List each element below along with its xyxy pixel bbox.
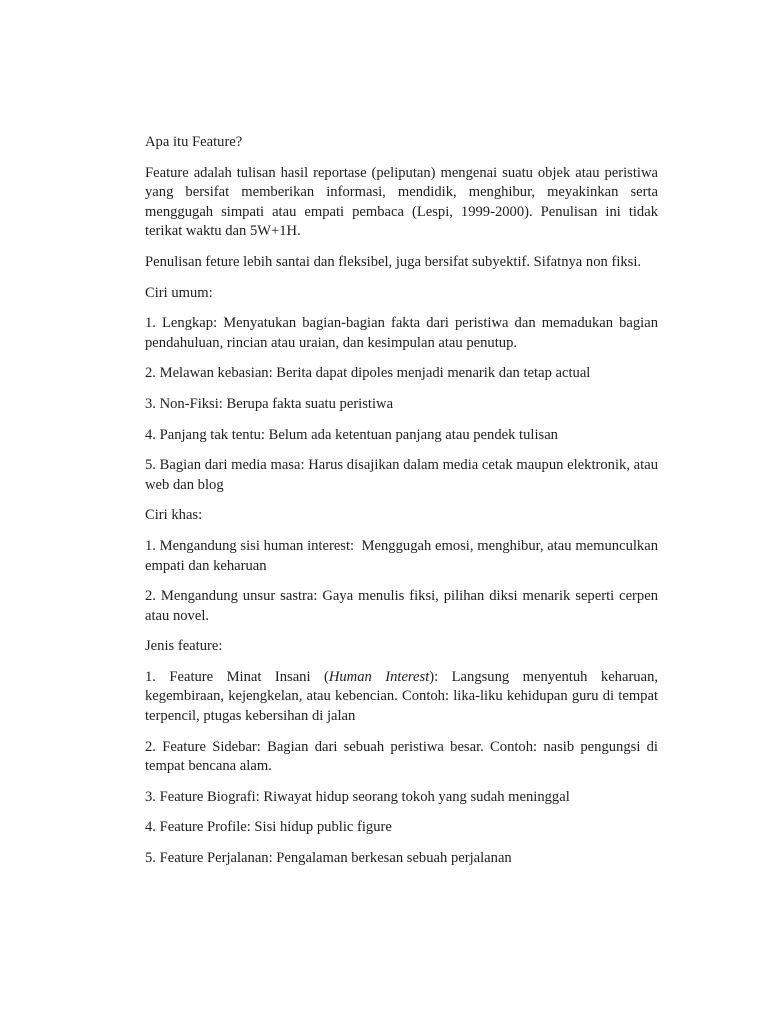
ciri-umum-item: 3. Non-Fiksi: Berupa fakta suatu peristiwa — [145, 395, 394, 412]
jenis-feature-item-italic: Human Interest — [328, 668, 430, 685]
jenis-feature-item: 2. Feature Sidebar: Bagian dari sebuah peristiwa besar. Contoh: nasib pengungsi di tempat bencana alam. — [145, 738, 658, 775]
ciri-umum-item: 2. Melawan kebasian: Berita dapat dipoles menjadi menarik dan tetap actual — [145, 365, 591, 382]
ciri-umum-item: 1. Lengkap: Menyatukan bagian-bagian fakta dari peristiwa dan memadukan bagian pendahuluan, rincian atau uraian, dan kesimpulan atau penutup. — [145, 315, 658, 351]
jenis-feature-heading: Jenis feature: — [145, 638, 223, 655]
document-page — [145, 133, 662, 880]
ciri-umum-heading: Ciri umum: — [145, 284, 213, 301]
intro-paragraph: Feature adalah tulisan hasil reportase (peliputan) mengenai suatu objek atau peristiwa yang bersifat memberikan informasi, mendidik, menghibur, meyakinkan serta menggugah simpati atau empati pembaca (Lespi, 1999-2000). Penulisan ini tidak terikat waktu dan 5W+1H. — [145, 164, 658, 240]
jenis-feature-item-prefix: 1. Feature Minat Insani ( — [145, 668, 329, 685]
intro-paragraph-2: Penulisan feture lebih santai dan fleksibel, juga bersifat subyektif. Sifatnya non fiksi. — [145, 253, 642, 270]
ciri-khas-heading: Ciri khas: — [145, 507, 203, 524]
ciri-khas-item: 2. Mengandung unsur sastra: Gaya menulis fiksi, pilihan diksi menarik seperti cerpen atau novel. — [145, 588, 658, 624]
jenis-feature-item: 3. Feature Biografi: Riwayat hidup seorang tokoh yang sudah meninggal — [145, 788, 570, 805]
ciri-umum-item: 4. Panjang tak tentu: Belum ada ketentuan panjang atau pendek tulisan — [145, 426, 558, 443]
jenis-feature-item — [145, 668, 658, 727]
ciri-umum-item: 5. Bagian dari media masa: Harus disajikan dalam media cetak maupun elektronik, atau web dan blog — [145, 457, 658, 493]
ciri-khas-item: 1. Mengandung sisi human interest: Menggugah emosi, menghibur, atau memunculkan empati dan keharuan — [145, 537, 662, 574]
document-title: Apa itu Feature? — [145, 134, 243, 150]
jenis-feature-item-suffix: ): Langsung menyentuh keharuan, kegembiraan, kejengkelan, atau kebencian. Contoh: lika-liku kehidupan guru di tempat terpencil, ptugas kebersihan di jalan — [145, 668, 659, 725]
jenis-feature-item: 5. Feature Perjalanan: Pengalaman berkesan sebuah perjalanan — [145, 850, 512, 867]
jenis-feature-item: 4. Feature Profile: Sisi hidup public figure — [145, 819, 392, 836]
